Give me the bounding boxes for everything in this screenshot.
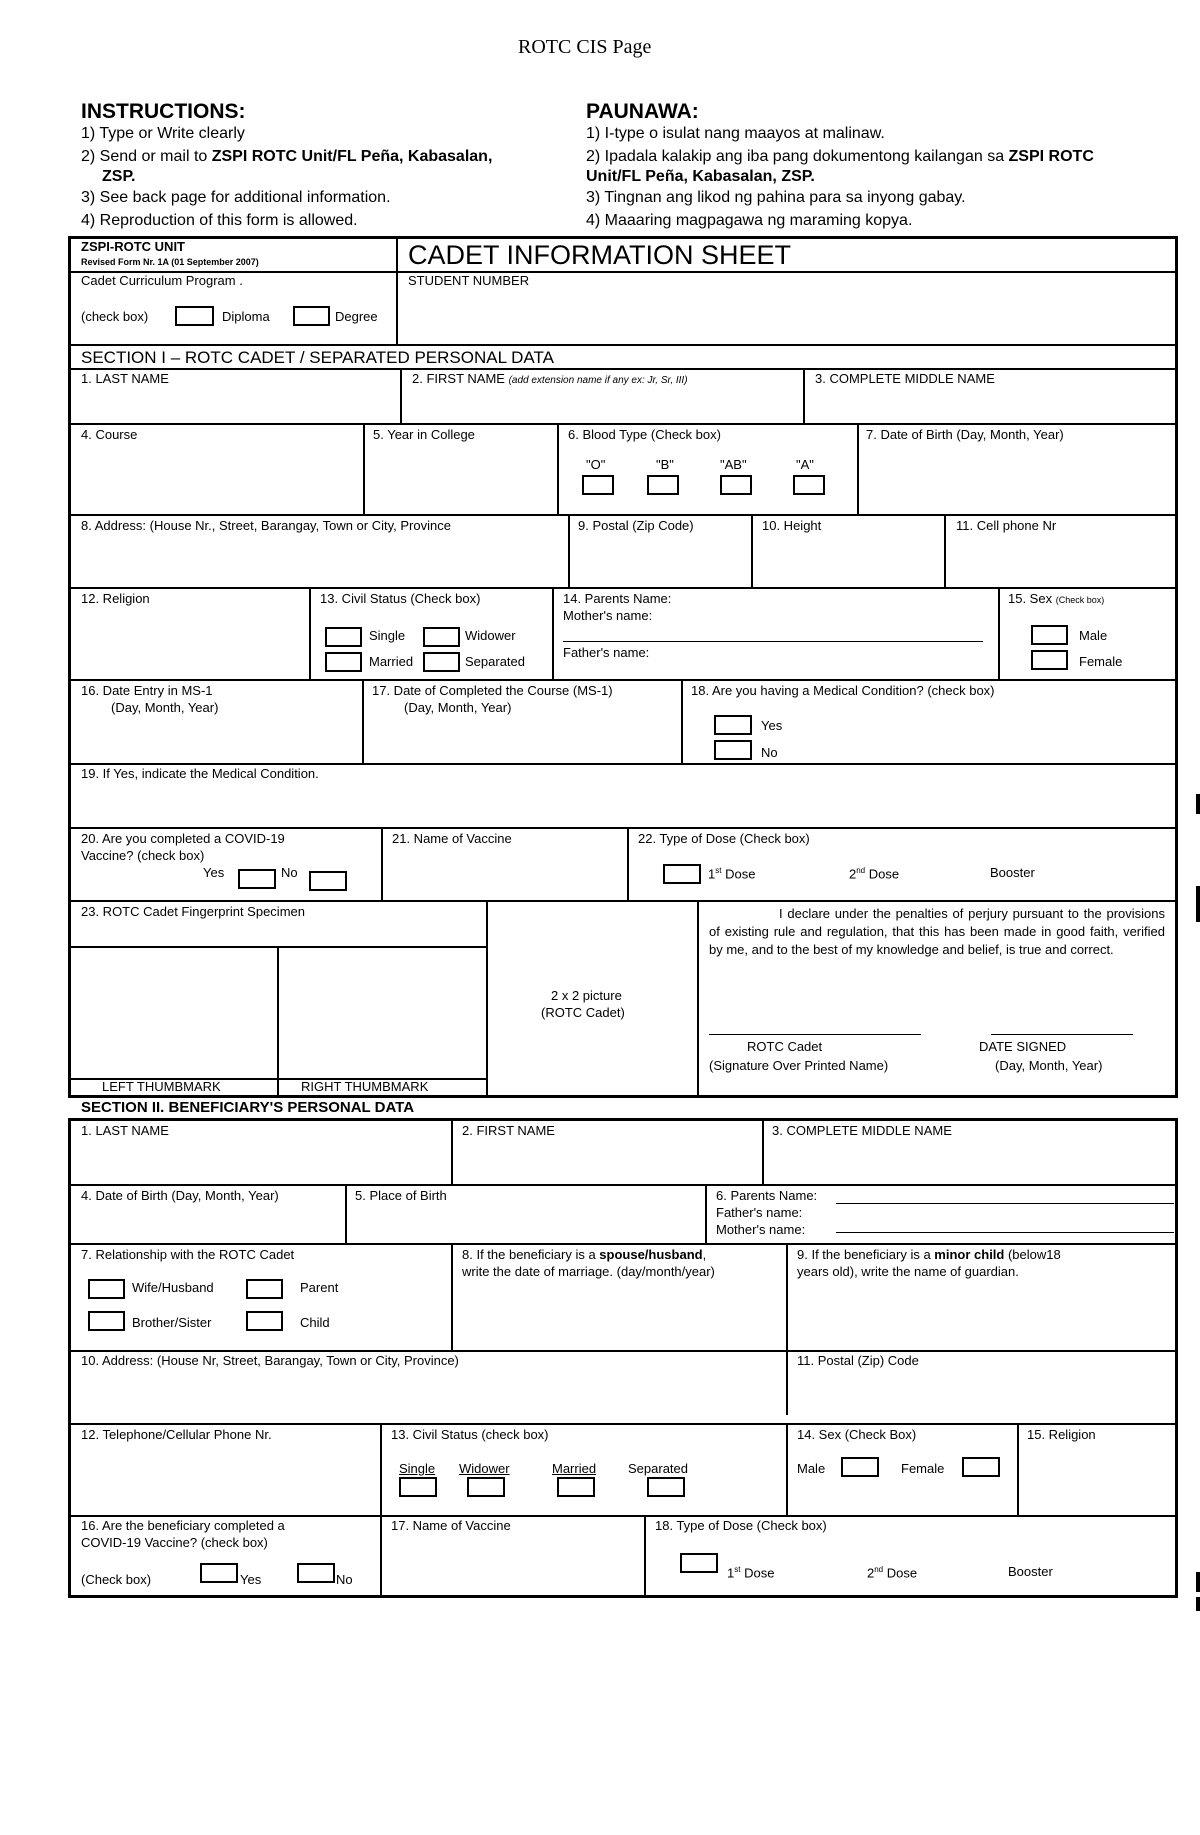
- medical-no-checkbox[interactable]: [714, 740, 752, 760]
- margin-mark: [1196, 886, 1200, 922]
- ben-dob-label: 4. Date of Birth (Day, Month, Year): [81, 1188, 279, 1203]
- ben-mother-label: Mother's name:: [716, 1222, 806, 1237]
- ben-postal-label: 11. Postal (Zip) Code: [797, 1353, 919, 1368]
- divider: [451, 1120, 453, 1186]
- religion-label: 12. Religion: [81, 591, 150, 606]
- entry-label: 16. Date Entry in MS-1: [81, 683, 213, 698]
- male-checkbox[interactable]: [1031, 625, 1068, 645]
- male-label: Male: [1079, 628, 1108, 643]
- ben-widower-label: Widower: [459, 1461, 510, 1476]
- diploma-label: Diploma: [222, 309, 270, 324]
- covid-no-label: No: [281, 865, 298, 880]
- ben-female-label: Female: [901, 1461, 945, 1476]
- ben-dose2-label: 2nd Dose: [867, 1565, 918, 1581]
- paunawa-text: 2) Ipadala kalakip ang iba pang dokumentong kailangan sa: [586, 148, 1009, 165]
- covid-yes-label: Yes: [203, 865, 225, 880]
- instruction-item: 4) Reproduction of this form is allowed.: [81, 212, 358, 229]
- mother-name-line: [563, 641, 983, 642]
- dose-type-label: 22. Type of Dose (Check box): [638, 831, 810, 846]
- ben-dose1-label: 1st Dose: [727, 1565, 775, 1581]
- blood-b-label: "B": [656, 457, 674, 472]
- ben-covid-label-2: COVID-19 Vaccine? (check box): [81, 1535, 268, 1550]
- diploma-checkbox[interactable]: [175, 306, 214, 326]
- divider: [552, 588, 554, 680]
- first-name-text: 2. FIRST NAME: [412, 371, 509, 386]
- divider: [70, 946, 488, 948]
- divider: [70, 423, 1176, 425]
- single-checkbox[interactable]: [325, 627, 362, 647]
- ben-middle-name-label: 3. COMPLETE MIDDLE NAME: [772, 1123, 952, 1138]
- paunawa-item: [586, 148, 1094, 166]
- last-name-label: 1. LAST NAME: [81, 371, 169, 386]
- divider: [400, 369, 402, 425]
- mother-label: Mother's name:: [563, 608, 653, 623]
- parent-checkbox[interactable]: [246, 1279, 283, 1299]
- spouse-text: 8. If the beneficiary is a: [462, 1247, 600, 1262]
- degree-checkbox[interactable]: [293, 306, 330, 326]
- picture-sub: (ROTC Cadet): [541, 1005, 625, 1020]
- child-label: Child: [300, 1315, 330, 1330]
- ben-separated-checkbox[interactable]: [647, 1477, 685, 1497]
- first-name-note: (add extension name if any ex: Jr, Sr, III): [508, 375, 688, 386]
- blood-ab-label: "AB": [720, 457, 747, 472]
- spouse-comma: ,: [702, 1247, 707, 1262]
- separated-checkbox[interactable]: [423, 652, 460, 672]
- instruction-address: ZSPI ROTC Unit/FL Peña, Kabasalan,: [211, 148, 493, 165]
- date-line: [991, 1034, 1133, 1035]
- cell-label: 11. Cell phone Nr: [956, 518, 1057, 533]
- instruction-text: 2) Send or mail to: [81, 148, 212, 165]
- completed-label: 17. Date of Completed the Course (MS-1): [372, 683, 613, 698]
- spouse-bold: spouse/husband: [599, 1247, 703, 1262]
- divider: [70, 587, 1176, 589]
- divider: [396, 238, 398, 346]
- ben-pob-label: 5. Place of Birth: [355, 1188, 447, 1203]
- child-checkbox[interactable]: [246, 1311, 283, 1331]
- medical-yes-checkbox[interactable]: [714, 715, 752, 735]
- dose1-checkbox[interactable]: [663, 864, 701, 884]
- relationship-label: 7. Relationship with the ROTC Cadet: [81, 1247, 295, 1262]
- revised-form: Revised Form Nr. 1A (01 September 2007): [81, 257, 259, 267]
- covid-label-2: Vaccine? (check box): [81, 848, 205, 863]
- ben-vaccine-label: 17. Name of Vaccine: [391, 1518, 511, 1533]
- blood-a-checkbox[interactable]: [793, 475, 825, 495]
- form-title: CADET INFORMATION SHEET: [408, 240, 792, 270]
- divider: [697, 901, 699, 1095]
- paunawa-heading: PAUNAWA:: [586, 100, 699, 123]
- booster-label: Booster: [990, 865, 1035, 880]
- divider: [627, 828, 629, 902]
- ben-covid-label: 16. Are the beneficiary completed a: [81, 1518, 285, 1533]
- divider: [309, 588, 311, 680]
- ben-covid-check-label: (Check box): [81, 1572, 152, 1587]
- divider: [568, 515, 570, 589]
- divider: [998, 588, 1000, 680]
- medical-condition-label: 19. If Yes, indicate the Medical Condition.: [81, 766, 319, 781]
- spouse-label-2: write the date of marriage. (day/month/year): [462, 1264, 715, 1279]
- sibling-label: Brother/Sister: [132, 1315, 212, 1330]
- signature-sub: (Signature Over Printed Name): [709, 1058, 889, 1073]
- divider: [751, 515, 753, 589]
- signature-line: [709, 1034, 921, 1035]
- blood-o-checkbox[interactable]: [582, 475, 614, 495]
- right-thumb-label: RIGHT THUMBMARK: [301, 1079, 429, 1094]
- ben-mother-line: [836, 1232, 1174, 1233]
- divider: [70, 368, 1176, 370]
- instruction-item: 1) Type or Write clearly: [81, 125, 245, 142]
- parents-label: 14. Parents Name:: [563, 591, 672, 606]
- wife-checkbox[interactable]: [88, 1279, 125, 1299]
- ben-single-checkbox[interactable]: [399, 1477, 437, 1497]
- ben-dose-type-label: 18. Type of Dose (Check box): [655, 1518, 827, 1533]
- married-label: Married: [369, 654, 414, 669]
- section1-title: SECTION I – ROTC CADET / SEPARATED PERSONAL DATA: [81, 348, 554, 367]
- year-label: 5. Year in College: [373, 427, 475, 442]
- single-label: Single: [369, 628, 406, 643]
- paunawa-item: 4) Maaaring magpagawa ng maraming kopya.: [586, 212, 913, 229]
- divider: [70, 900, 1176, 902]
- height-label: 10. Height: [762, 518, 822, 533]
- ben-booster-label: Booster: [1008, 1564, 1053, 1579]
- divider: [451, 1244, 453, 1352]
- paunawa-unit: ZSPI ROTC: [1008, 148, 1094, 165]
- parent-label: Parent: [300, 1280, 339, 1295]
- degree-label: Degree: [335, 309, 378, 324]
- sex-label: [1008, 592, 1104, 607]
- divider: [762, 1120, 764, 1186]
- widower-checkbox[interactable]: [423, 627, 460, 647]
- medical-no-label: No: [761, 745, 778, 760]
- ben-phone-label: 12. Telephone/Cellular Phone Nr.: [81, 1427, 272, 1442]
- minor-label-2: years old), write the name of guardian.: [797, 1264, 1019, 1279]
- margin-mark: [1196, 1597, 1200, 1611]
- ben-dose1-checkbox[interactable]: [680, 1553, 718, 1573]
- minor-text: 9. If the beneficiary is a: [797, 1247, 935, 1262]
- divider: [70, 1423, 1176, 1425]
- dose1-label: 1st Dose: [708, 866, 756, 882]
- signature-label: ROTC Cadet: [747, 1039, 823, 1054]
- minor-tail: (below18: [1004, 1247, 1061, 1262]
- divider: [944, 515, 946, 589]
- divider: [70, 1184, 1176, 1186]
- ben-widower-checkbox[interactable]: [467, 1477, 505, 1497]
- right-thumbmark-box[interactable]: [281, 950, 484, 1076]
- margin-mark: [1196, 794, 1200, 814]
- page-title: ROTC CIS Page: [518, 36, 652, 58]
- ccp-label: Cadet Curriculum Program .: [81, 273, 243, 288]
- picture-label: 2 x 2 picture: [551, 988, 622, 1003]
- ben-last-name-label: 1. LAST NAME: [81, 1123, 169, 1138]
- ben-father-label: Father's name:: [716, 1205, 803, 1220]
- instructions-heading: INSTRUCTIONS:: [81, 100, 246, 123]
- divider: [277, 947, 279, 1095]
- civil-status-label: 13. Civil Status (Check box): [320, 591, 481, 606]
- address-label: 8. Address: (House Nr., Street, Barangay, Town or City, Province: [81, 518, 451, 533]
- ben-address-label: 10. Address: (House Nr, Street, Barangay, Town or City, Province): [81, 1353, 459, 1368]
- widower-label: Widower: [465, 628, 516, 643]
- date-signed-label: DATE SIGNED: [979, 1039, 1067, 1054]
- ben-religion-label: 15. Religion: [1027, 1427, 1096, 1442]
- ben-parents-line: [836, 1203, 1174, 1204]
- married-checkbox[interactable]: [325, 652, 362, 672]
- ccp-check-label: (check box): [81, 309, 149, 324]
- divider: [486, 901, 488, 1095]
- ben-married-checkbox[interactable]: [557, 1477, 595, 1497]
- blood-type-label: 6. Blood Type (Check box): [568, 427, 721, 442]
- divider: [786, 1244, 788, 1415]
- blood-o-label: "O": [586, 457, 606, 472]
- blood-b-checkbox[interactable]: [647, 475, 679, 495]
- wife-label: Wife/Husband: [132, 1280, 214, 1295]
- sex-note: (Check box): [1055, 595, 1105, 605]
- ben-male-checkbox[interactable]: [841, 1457, 879, 1477]
- divider: [362, 680, 364, 764]
- divider: [705, 1185, 707, 1244]
- spouse-label: [462, 1248, 706, 1263]
- unit-name: ZSPI-ROTC UNIT: [81, 239, 185, 254]
- student-number-label: STUDENT NUMBER: [408, 273, 530, 288]
- female-checkbox[interactable]: [1031, 650, 1068, 670]
- ben-civil-label: 13. Civil Status (check box): [391, 1427, 549, 1442]
- divider: [70, 1350, 1176, 1352]
- divider: [70, 1243, 1176, 1245]
- ben-sex-label: 14. Sex (Check Box): [797, 1427, 917, 1442]
- divider: [803, 369, 805, 425]
- divider: [857, 424, 859, 516]
- fingerprint-label: 23. ROTC Cadet Fingerprint Specimen: [81, 904, 305, 919]
- paunawa-item: 1) I-type o isulat nang maayos at malinaw.: [586, 125, 885, 142]
- entry-sub: (Day, Month, Year): [111, 700, 219, 715]
- divider: [70, 763, 1176, 765]
- divider: [70, 679, 1176, 681]
- divider: [644, 1516, 646, 1598]
- medical-yes-label: Yes: [761, 718, 783, 733]
- date-signed-sub: (Day, Month, Year): [995, 1058, 1103, 1073]
- ben-first-name-label: 2. FIRST NAME: [462, 1123, 555, 1138]
- divider: [681, 680, 683, 764]
- margin-mark: [1196, 1572, 1200, 1592]
- divider: [363, 424, 365, 516]
- sibling-checkbox[interactable]: [88, 1311, 125, 1331]
- separated-label: Separated: [465, 654, 525, 669]
- divider: [70, 514, 1176, 516]
- first-name-label: [412, 372, 688, 387]
- blood-a-label: "A": [796, 457, 814, 472]
- completed-sub: (Day, Month, Year): [404, 700, 512, 715]
- divider: [786, 1424, 788, 1516]
- divider: [70, 827, 1176, 829]
- postal-label: 9. Postal (Zip Code): [578, 518, 694, 533]
- divider: [381, 828, 383, 902]
- declaration-text: I declare under the penalties of perjury pursuant to the provisions of existing rule and regulation, that this has been made in good faith, verified by me, and to the best of my knowledge and belief, is true and correct.: [709, 906, 1165, 957]
- covid-yes-checkbox[interactable]: [238, 869, 276, 889]
- divider: [557, 424, 559, 516]
- blood-ab-checkbox[interactable]: [720, 475, 752, 495]
- ben-married-label: Married: [552, 1461, 597, 1476]
- dose2-label: 2nd Dose: [849, 866, 900, 882]
- divider: [1017, 1424, 1019, 1516]
- covid-label: 20. Are you completed a COVID-19: [81, 831, 285, 846]
- divider: [345, 1185, 347, 1244]
- medical-label: 18. Are you having a Medical Condition? (check box): [691, 683, 995, 698]
- paunawa-item: Unit/FL Peña, Kabasalan, ZSP.: [586, 168, 815, 185]
- sex-text: 15. Sex: [1008, 591, 1056, 606]
- divider: [380, 1424, 382, 1598]
- minor-label: [797, 1248, 1061, 1263]
- left-thumb-label: LEFT THUMBMARK: [102, 1079, 221, 1094]
- father-label: Father's name:: [563, 645, 650, 660]
- ben-male-label: Male: [797, 1461, 826, 1476]
- ben-parents-label: 6. Parents Name:: [716, 1188, 818, 1203]
- ben-covid-no-label: No: [336, 1572, 353, 1587]
- instruction-item: 3) See back page for additional information.: [81, 189, 391, 206]
- course-label: 4. Course: [81, 427, 138, 442]
- ben-separated-label: Separated: [628, 1461, 688, 1476]
- section2-title: SECTION II. BENEFICIARY'S PERSONAL DATA: [81, 1099, 415, 1116]
- dob-label: 7. Date of Birth (Day, Month, Year): [866, 427, 1064, 442]
- instruction-item: ZSP.: [102, 168, 136, 185]
- middle-name-label: 3. COMPLETE MIDDLE NAME: [815, 371, 995, 386]
- divider: [70, 1515, 1176, 1517]
- vaccine-label: 21. Name of Vaccine: [392, 831, 512, 846]
- instruction-item: [81, 148, 492, 166]
- ben-covid-yes-checkbox[interactable]: [200, 1563, 238, 1583]
- ben-single-label: Single: [399, 1461, 436, 1476]
- ben-covid-no-checkbox[interactable]: [297, 1563, 335, 1583]
- minor-bold: minor child: [934, 1247, 1005, 1262]
- female-label: Female: [1079, 654, 1123, 669]
- left-thumbmark-box[interactable]: [72, 950, 275, 1076]
- covid-no-checkbox[interactable]: [309, 871, 347, 891]
- divider: [70, 344, 1176, 346]
- ben-female-checkbox[interactable]: [962, 1457, 1000, 1477]
- ben-covid-yes-label: Yes: [240, 1572, 262, 1587]
- paunawa-item: 3) Tingnan ang likod ng pahina para sa inyong gabay.: [586, 189, 966, 206]
